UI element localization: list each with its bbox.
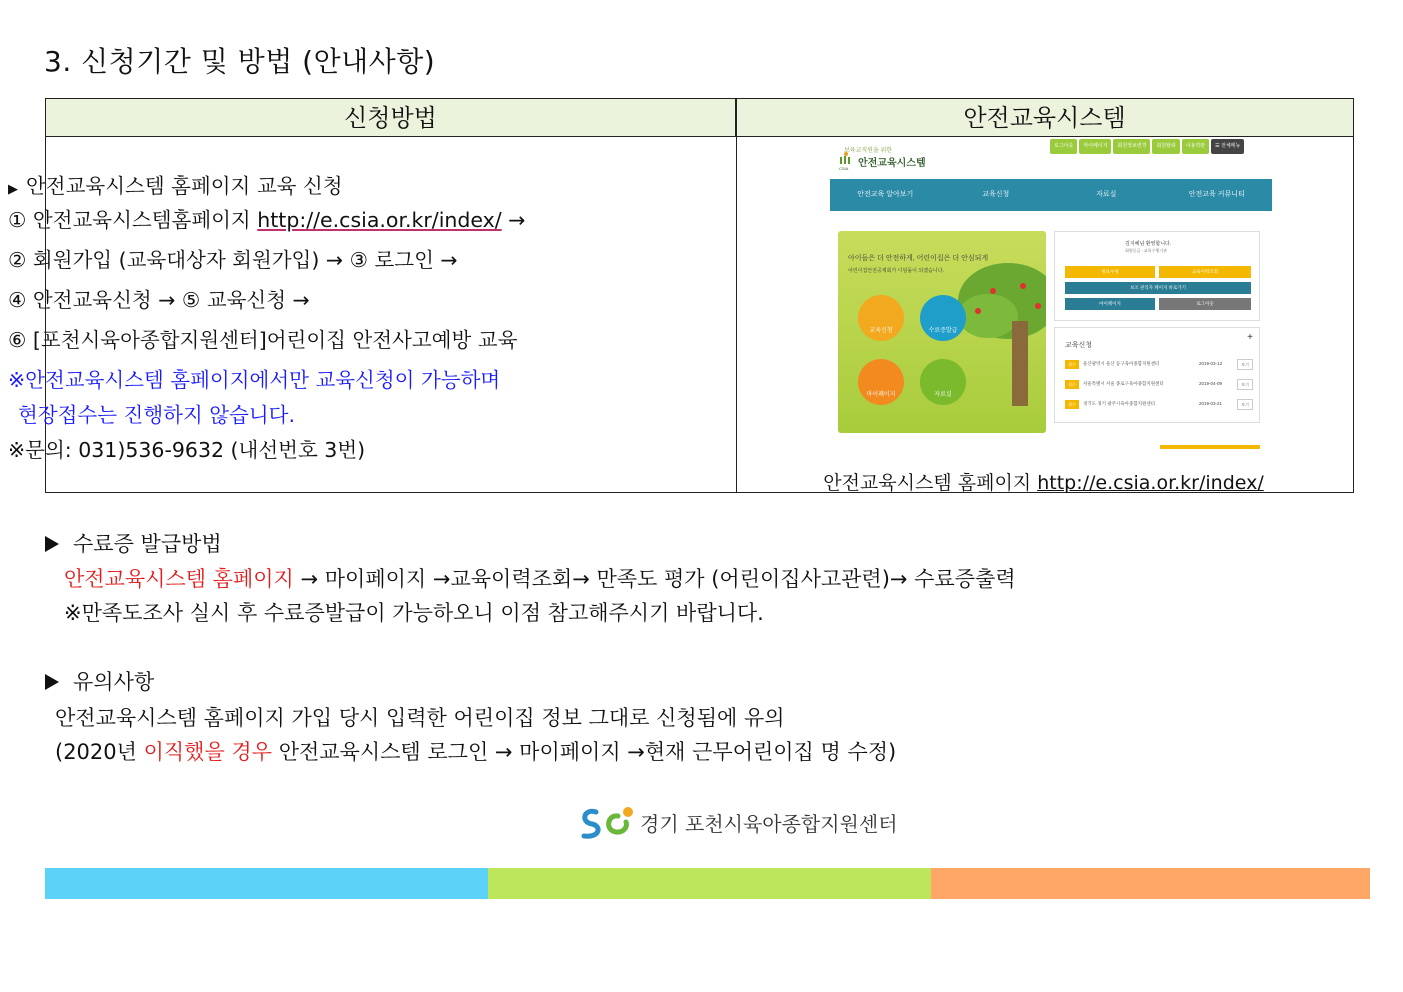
sub-admin-button[interactable]: 보조 관리자 페이지 바로가기 xyxy=(1065,282,1251,294)
bullet-triangle-icon xyxy=(45,674,59,690)
arrow-text: → xyxy=(501,208,526,232)
method-line-1 xyxy=(8,169,343,199)
method-column-header: 신청방법 xyxy=(46,99,736,137)
list-item[interactable] xyxy=(1065,380,1253,390)
mypage-button[interactable]: 마이페이지 xyxy=(1079,139,1111,154)
caution-line-2-suffix: 안전교육시스템 로그인 → 마이페이지 →현재 근무어린이집 명 수정) xyxy=(272,740,897,764)
page-title: 3. 신청기간 및 방법 (안내사항) xyxy=(44,45,436,78)
nav-item-library[interactable]: 자료실 xyxy=(1096,191,1117,198)
caution-line-2-prefix: (2020년 xyxy=(55,740,144,764)
certificate-flow xyxy=(64,563,1016,593)
view-button[interactable]: 보기 xyxy=(1237,379,1253,390)
edit-info-button[interactable]: 정보수정 xyxy=(1065,266,1155,278)
caution-heading xyxy=(45,666,154,696)
footer-bar-cyan xyxy=(45,868,488,899)
circle-library[interactable]: 자료실 xyxy=(920,359,966,405)
withdraw-button[interactable]: 회원탈퇴 xyxy=(1152,139,1179,154)
nav-item-about[interactable]: 안전교육 알아보기 xyxy=(857,191,914,198)
education-list-title: 교육신청 xyxy=(1065,342,1093,349)
banner-title: 아이들은 더 안전하게, 어린이집은 더 안심되게 xyxy=(848,255,989,262)
user-grade: 회원등급 : 교육수행기관 xyxy=(1125,248,1167,253)
homepage-link[interactable]: http://e.csia.or.kr/index/ xyxy=(257,208,502,232)
footer-bar-orange xyxy=(931,868,1370,899)
logout-button[interactable]: 로그아웃 xyxy=(1050,139,1077,154)
method-line-5: ⑥ [포천시육아종합지원센터]어린이집 안전사고예방 교육 xyxy=(8,328,518,352)
screenshot-caption xyxy=(735,468,1352,495)
all-menu-button[interactable]: ☰ 전체메뉴 xyxy=(1211,139,1244,154)
caution-line-2-highlight: 이직했을 경우 xyxy=(143,740,273,764)
user-greeting: 김지혜님 환영합니다. xyxy=(1125,241,1172,247)
logo-text: 안전교육시스템 xyxy=(858,158,926,169)
caption-text: 안전교육시스템 홈페이지 xyxy=(823,472,1038,494)
box-logout-button[interactable]: 로그아웃 xyxy=(1159,298,1251,310)
history-button[interactable]: 교육이력조회 xyxy=(1159,266,1251,278)
website-screenshot xyxy=(830,137,1272,449)
site-nav xyxy=(830,179,1272,211)
notice-line-1: ※안전교육시스템 홈페이지에서만 교육신청이 가능하며 xyxy=(8,368,501,392)
method-line-2 xyxy=(8,203,525,233)
logo-mark: CSIA xyxy=(839,166,849,171)
list-item-date: 2019-04-09 xyxy=(1199,381,1223,386)
circle-certificate[interactable]: 수료증발급 xyxy=(920,295,966,341)
status-badge: 접수 xyxy=(1065,380,1079,389)
list-item-title: 울산광역시 울산 동구육아종합지원센터 xyxy=(1083,361,1160,366)
step-1-text: ① 안전교육시스템홈페이지 xyxy=(8,208,258,232)
org-logo-icon xyxy=(578,804,636,840)
list-item[interactable] xyxy=(1065,400,1253,410)
list-item-title: 경기도 경기 광주시육아종합지원센터 xyxy=(1083,401,1156,406)
box-mypage-button[interactable]: 마이페이지 xyxy=(1065,298,1155,310)
caution-line-2 xyxy=(55,736,896,766)
method-line-3: ② 회원가입 (교육대상자 회원가입) → ③ 로그인 → xyxy=(8,248,458,272)
caption-link[interactable]: http://e.csia.or.kr/index/ xyxy=(1037,472,1264,494)
main-banner xyxy=(838,231,1046,433)
education-list xyxy=(1054,327,1260,423)
banner-subtitle: 어린이집안전공제회가 디딤돌이 되겠습니다. xyxy=(848,268,944,274)
footer-bar-green xyxy=(488,868,931,899)
status-badge: 접수 xyxy=(1065,360,1079,369)
column-divider xyxy=(736,99,737,492)
top-buttons xyxy=(1050,139,1244,154)
contact-line: ※문의: 031)536-9632 (내선번호 3번) xyxy=(8,438,366,462)
list-item-date: 2019-03-13 xyxy=(1199,361,1223,366)
status-badge: 접수 xyxy=(1065,400,1079,409)
apply-title: 안전교육시스템 홈페이지 교육 신청 xyxy=(26,174,343,198)
nav-item-community[interactable]: 안전교육 커뮤니티 xyxy=(1188,191,1245,198)
nav-item-apply[interactable]: 교육신청 xyxy=(982,191,1010,198)
certificate-heading-text: 수료증 발급방법 xyxy=(73,532,222,556)
plus-icon[interactable]: + xyxy=(1247,332,1253,343)
bullet-triangle-icon xyxy=(45,536,59,552)
list-item[interactable] xyxy=(1065,360,1253,370)
bullet-triangle-icon: ▶ xyxy=(8,182,18,197)
member-edit-button[interactable]: 회원정보변경 xyxy=(1113,139,1150,154)
method-line-4: ④ 안전교육신청 → ⑤ 교육신청 → xyxy=(8,288,310,312)
view-button[interactable]: 보기 xyxy=(1237,399,1253,410)
logo-subtitle: 보육교직원을 위한 xyxy=(844,148,893,154)
certificate-note: ※만족도조사 실시 후 수료증발급이 가능하오니 이점 참고해주시기 바랍니다. xyxy=(64,601,764,625)
org-name: 경기 포천시육아종합지원센터 xyxy=(640,811,898,836)
decorative-bar xyxy=(1160,445,1260,449)
circle-mypage[interactable]: 마이페이지 xyxy=(858,359,904,405)
list-item-title: 서울특별시 서울 종로구육아종합지원센터 xyxy=(1083,381,1164,386)
caution-heading-text: 유의사항 xyxy=(73,670,155,694)
login-box xyxy=(1054,231,1260,321)
certificate-flow-text: → 마이페이지 →교육이력조회→ 만족도 평가 (어린이집사고관련)→ 수료증출력 xyxy=(293,567,1016,591)
notice-line-2: 현장접수는 진행하지 않습니다. xyxy=(18,403,295,427)
circle-apply[interactable]: 교육신청 xyxy=(858,295,904,341)
view-button[interactable]: 보기 xyxy=(1237,359,1253,370)
terms-button[interactable]: 이용약관 xyxy=(1182,139,1209,154)
list-item-date: 2019-03-21 xyxy=(1199,401,1223,406)
caution-line-1: 안전교육시스템 홈페이지 가입 당시 입력한 어린이집 정보 그대로 신청됨에 유의 xyxy=(55,706,785,730)
footer-logo xyxy=(578,804,898,840)
system-column-header: 안전교육시스템 xyxy=(736,99,1353,137)
certificate-heading xyxy=(45,528,222,558)
certificate-flow-highlight: 안전교육시스템 홈페이지 xyxy=(64,567,294,591)
